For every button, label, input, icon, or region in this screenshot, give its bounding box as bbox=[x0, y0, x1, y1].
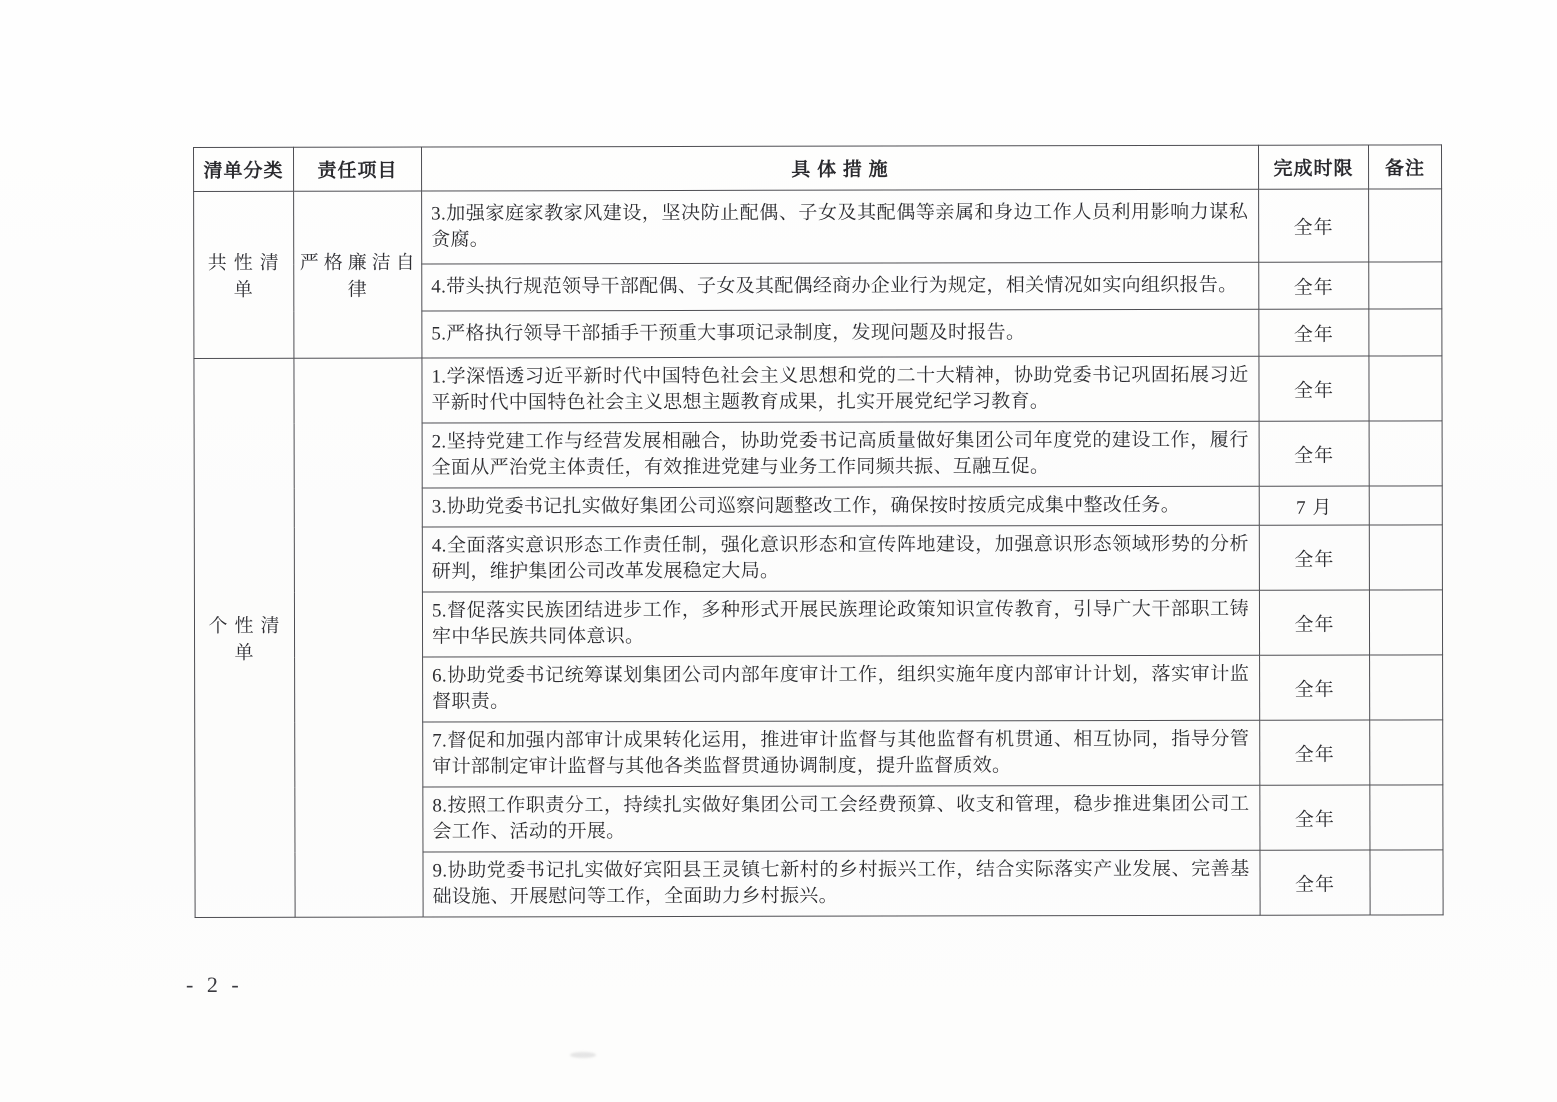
deadline-cell: 全年 bbox=[1259, 525, 1369, 590]
remark-cell bbox=[1370, 785, 1443, 850]
remark-cell bbox=[1370, 720, 1443, 785]
deadline-cell: 全年 bbox=[1259, 309, 1369, 356]
measure-cell: 7.督促和加强内部审计成果转化运用，推进审计监督与其他监督有机贯通、相互协同，指导分管审计部制定审计监督与其他各类监督贯通协调制度，提升监督质效。 bbox=[423, 720, 1260, 787]
measure-cell: 9.协助党委书记扎实做好宾阳县王灵镇七新村的乡村振兴工作，结合实际落实产业发展、完善基础设施、开展慰问等工作，全面助力乡村振兴。 bbox=[423, 850, 1260, 917]
table-header-row bbox=[194, 145, 1442, 192]
measure-cell: 8.按照工作职责分工，持续扎实做好集团公司工会经费预算、收支和管理，稳步推进集团公司工会工作、活动的开展。 bbox=[423, 785, 1260, 852]
deadline-cell: 全年 bbox=[1259, 189, 1369, 262]
measure-cell: 6.协助党委书记统筹谋划集团公司内部年度审计工作，组织实施年度内部审计计划，落实审计监督职责。 bbox=[423, 655, 1260, 722]
table-row bbox=[194, 189, 1442, 265]
deadline-cell: 全年 bbox=[1260, 720, 1370, 785]
measure-cell: 2.坚持党建工作与经营发展相融合，协助党委书记高质量做好集团公司年度党的建设工作，履行全面从严治党主体责任，有效推进党建与业务工作同频共振、互融互促。 bbox=[422, 421, 1259, 488]
deadline-cell: 全年 bbox=[1259, 262, 1369, 309]
measure-cell: 3.加强家庭家教家风建设，坚决防止配偶、子女及其配偶等亲属和身边工作人员利用影响力谋私贪腐。 bbox=[422, 189, 1259, 264]
header-remark: 备注 bbox=[1368, 145, 1441, 189]
measure-cell: 3.协助党委书记扎实做好集团公司巡察问题整改工作，确保按时按质完成集中整改任务。 bbox=[422, 486, 1259, 527]
category-cell: 共性清单 bbox=[194, 191, 294, 358]
deadline-cell: 全年 bbox=[1259, 421, 1369, 486]
table-body bbox=[194, 189, 1444, 918]
measure-cell: 4.带头执行规范领导干部配偶、子女及其配偶经商办企业行为规定，相关情况如实向组织报告。 bbox=[422, 262, 1259, 311]
remark-cell bbox=[1369, 262, 1442, 309]
page-number: - 2 - bbox=[186, 972, 243, 997]
measure-cell: 4.全面落实意识形态工作责任制，强化意识形态和宣传阵地建设，加强意识形态领域形势的分析研判，维护集团公司改革发展稳定大局。 bbox=[422, 525, 1259, 592]
remark-cell bbox=[1369, 525, 1442, 590]
deadline-cell: 全年 bbox=[1260, 785, 1370, 850]
project-cell bbox=[294, 358, 423, 917]
remark-cell bbox=[1369, 486, 1442, 525]
deadline-cell: 全年 bbox=[1260, 655, 1370, 720]
responsibility-table-container bbox=[193, 144, 1444, 918]
measure-cell: 5.严格执行领导干部插手干预重大事项记录制度，发现问题及时报告。 bbox=[422, 309, 1259, 358]
remark-cell bbox=[1369, 590, 1442, 655]
remark-cell bbox=[1370, 850, 1443, 915]
remark-cell bbox=[1369, 421, 1442, 486]
remark-cell bbox=[1369, 356, 1442, 421]
remark-cell bbox=[1370, 655, 1443, 720]
deadline-cell: 7 月 bbox=[1259, 486, 1369, 525]
deadline-cell: 全年 bbox=[1260, 850, 1370, 915]
remark-cell bbox=[1369, 189, 1442, 262]
table-row bbox=[194, 356, 1442, 424]
remark-cell bbox=[1369, 309, 1442, 356]
header-deadline: 完成时限 bbox=[1258, 145, 1368, 189]
header-measures: 具 体 措 施 bbox=[422, 145, 1259, 191]
measure-cell: 1.学深悟透习近平新时代中国特色社会主义思想和党的二十大精神，协助党委书记巩固拓展习近平新时代中国特色社会主义思想主题教育成果，扎实开展党纪学习教育。 bbox=[422, 356, 1259, 423]
project-cell: 严格廉洁自律 bbox=[294, 191, 422, 358]
measure-cell: 5.督促落实民族团结进步工作，多种形式开展民族理论政策知识宣传教育，引导广大干部职工铸牢中华民族共同体意识。 bbox=[422, 590, 1259, 657]
responsibility-list-table bbox=[193, 144, 1444, 918]
scan-smudge bbox=[570, 1052, 596, 1058]
header-category: 清单分类 bbox=[194, 147, 294, 191]
header-project: 责任项目 bbox=[294, 147, 422, 191]
deadline-cell: 全年 bbox=[1259, 356, 1369, 421]
category-cell: 个性清单 bbox=[194, 358, 295, 917]
deadline-cell: 全年 bbox=[1259, 590, 1369, 655]
